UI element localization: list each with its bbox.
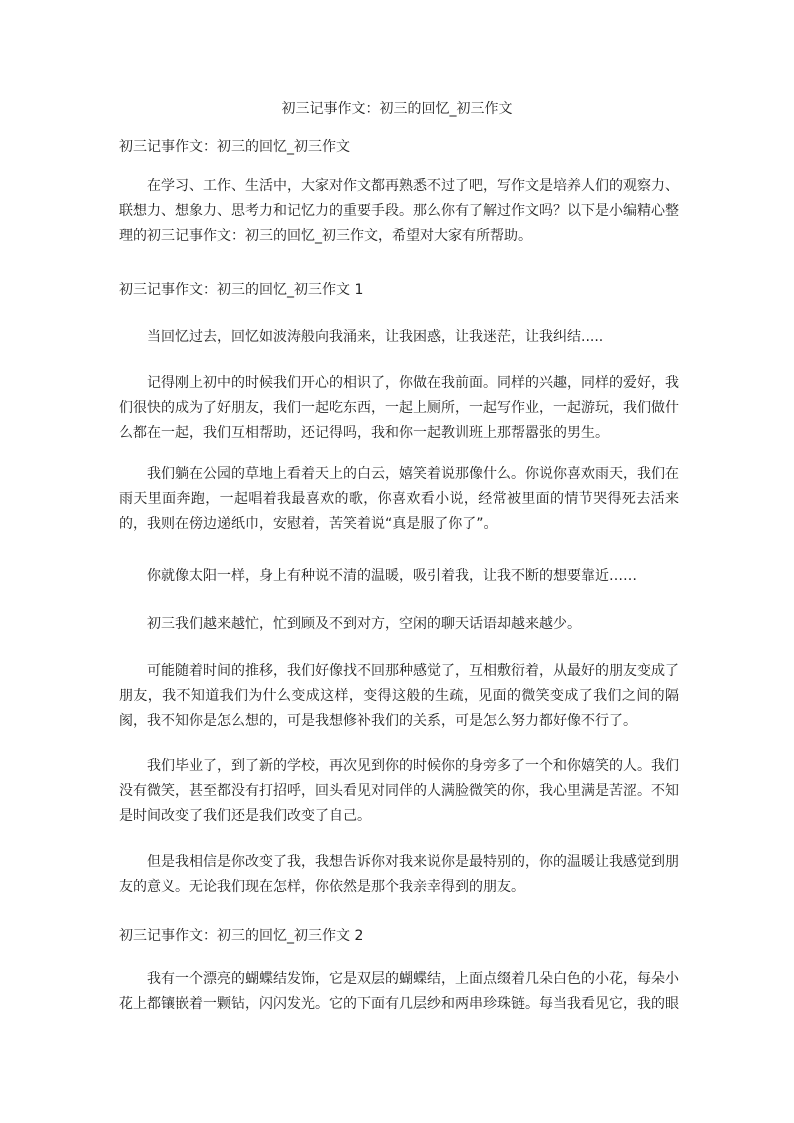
section-1-paragraph: 我们躺在公园的草地上看着天上的白云，嬉笑着说那像什么。你说你喜欢雨天，我们在雨天里面奔跑，一起唱着我最喜欢的歌，你喜欢看小说，经常被里面的情节哭得死去活来的，我则在傍边递纸巾，安慰着，苦笑着说“真是服了你了”。 — [119, 466, 679, 532]
document-subtitle: 初三记事作文：初三的回忆_初三作文 — [119, 139, 350, 155]
section-2-heading: 初三记事作文：初三的回忆_初三作文 2 — [119, 928, 364, 944]
intro-paragraph: 在学习、工作、生活中，大家对作文都再熟悉不过了吧，写作文是培养人们的观察力、联想力、想象力、思考力和记忆力的重要手段。那么你有了解过作文吗？以下是小编精心整理的初三记事作文：初三的回忆_初三作文，希望对大家有所帮助。 — [119, 178, 679, 244]
section-1-paragraph: 你就像太阳一样，身上有种说不清的温暖，吸引着我，让我不断的想要靠近…… — [147, 568, 637, 584]
section-1-heading: 初三记事作文：初三的回忆_初三作文 1 — [119, 282, 364, 298]
section-1-paragraph: 但是我相信是你改变了我，我想告诉你对我来说你是最特别的，你的温暖让我感觉到朋友的意义。无论我们现在怎样，你依然是那个我亲幸得到的朋友。 — [119, 854, 679, 895]
document-title: 初三记事作文：初三的回忆_初三作文 — [281, 101, 513, 117]
section-1-paragraph: 初三我们越来越忙，忙到顾及不到对方，空闲的聊天话语却越来越少。 — [147, 616, 581, 632]
section-1-paragraph: 记得刚上初中的时候我们开心的相识了，你做在我前面。同样的兴趣，同样的爱好，我们很快的成为了好朋友，我们一起吃东西，一起上厕所，一起写作业，一起游玩，我们做什么都在一起，我们互相帮助，还记得吗，我和你一起教训班上那帮嚣张的男生。 — [119, 375, 679, 441]
section-2-paragraph: 我有一个漂亮的蝴蝶结发饰，它是双层的蝴蝶结，上面点缀着几朵白色的小花，每朵小花上都镶嵌着一颗钻，闪闪发光。它的下面有几层纱和两串珍珠链。每当我看见它，我的眼 — [119, 971, 679, 1012]
section-1-paragraph: 我们毕业了，到了新的学校，再次见到你的时候你的身旁多了一个和你嬉笑的人。我们没有微笑，甚至都没有打招呼，回头看见对同伴的人满脸微笑的你，我心里满是苦涩。不知是时间改变了我们还是我们改变了自己。 — [119, 758, 679, 824]
section-1-paragraph: 当回忆过去，回忆如波涛般向我涌来，让我困惑，让我迷茫，让我纠结..... — [147, 329, 604, 345]
section-1-paragraph: 可能随着时间的推移，我们好像找不回那种感觉了，互相敷衍着，从最好的朋友变成了朋友，我不知道我们为什么变成这样，变得这般的生疏，见面的微笑变成了我们之间的隔阂，我不知你是怎么想的，可是我想修补我们的关系，可是怎么努力都好像不行了。 — [119, 663, 679, 729]
